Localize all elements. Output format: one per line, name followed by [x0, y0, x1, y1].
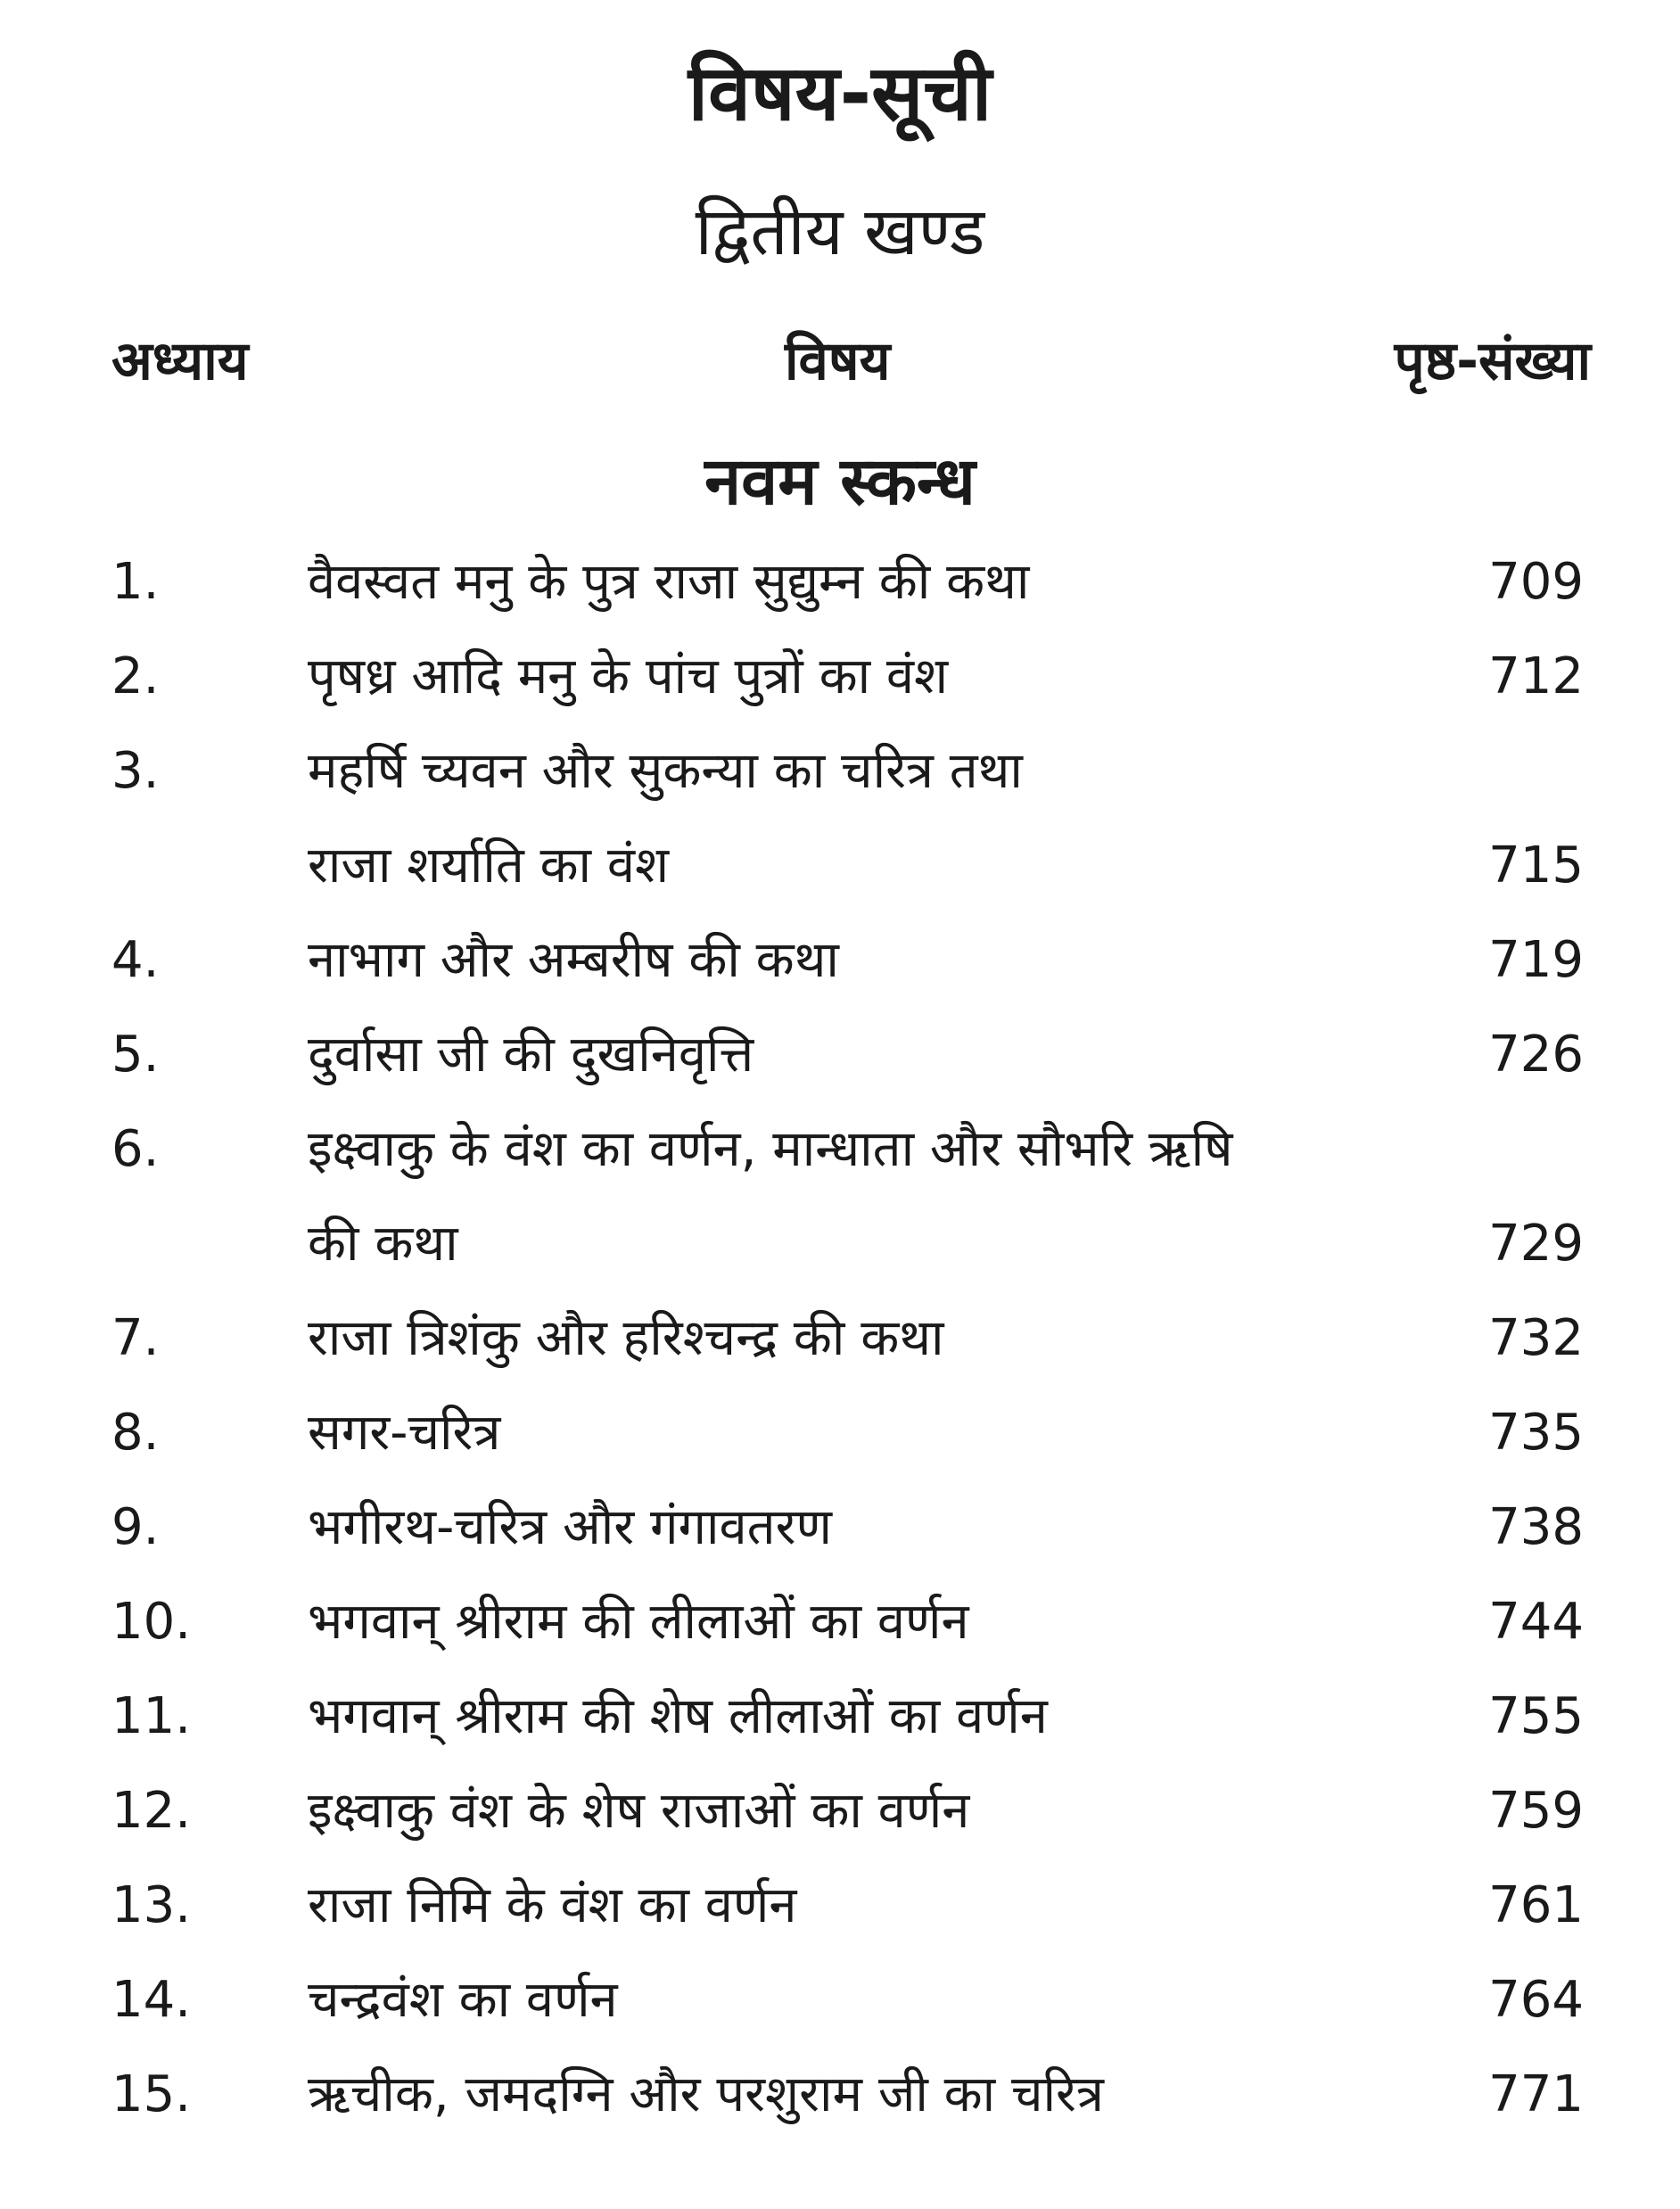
toc-row — [0, 1764, 1680, 1859]
page-number: 764 — [1488, 1971, 1584, 2029]
toc-row — [0, 1953, 1680, 2048]
page-title: विषय-सूची — [688, 49, 992, 138]
chapter-number: 14. — [111, 1971, 192, 2029]
page-number: 719 — [1488, 931, 1584, 989]
chapter-title: दुर्वासा जी की दुखनिवृत्ति — [308, 1026, 754, 1084]
toc-row — [0, 1669, 1680, 1764]
page-number: 712 — [1488, 647, 1584, 705]
toc-row — [0, 724, 1680, 819]
page-number: 759 — [1488, 1782, 1584, 1840]
chapter-number: 12. — [111, 1782, 192, 1840]
toc-row — [0, 630, 1680, 724]
toc-row-continuation — [0, 819, 1680, 913]
chapter-number: 4. — [111, 931, 160, 989]
chapter-number: 1. — [111, 553, 160, 611]
toc-row — [0, 913, 1680, 1008]
page-number: 715 — [1488, 837, 1584, 894]
column-header-page: पृष्ठ-संख्या — [1394, 330, 1591, 392]
toc-row — [0, 1291, 1680, 1386]
chapter-title: राजा निमि के वंश का वर्णन — [308, 1876, 797, 1934]
chapter-title: नाभाग और अम्बरीष की कथा — [308, 931, 839, 989]
chapter-title: भगवान् श्रीराम की शेष लीलाओं का वर्णन — [308, 1687, 1048, 1745]
chapter-number: 2. — [111, 647, 160, 705]
chapter-number: 7. — [111, 1309, 160, 1367]
page-number: 709 — [1488, 553, 1584, 611]
chapter-number: 8. — [111, 1404, 160, 1462]
page-number: 735 — [1488, 1404, 1584, 1462]
toc-row — [0, 1859, 1680, 1953]
page-number: 729 — [1488, 1215, 1584, 1273]
chapter-number: 9. — [111, 1498, 160, 1556]
toc-row — [0, 1386, 1680, 1480]
chapter-title: राजा शर्याति का वंश — [308, 837, 670, 894]
page-number: 732 — [1488, 1309, 1584, 1367]
chapter-title: सगर-चरित्र — [308, 1404, 501, 1462]
chapter-number: 5. — [111, 1026, 160, 1084]
toc-row — [0, 1575, 1680, 1669]
page-number: 738 — [1488, 1498, 1584, 1556]
chapter-title: इक्ष्वाकु वंश के शेष राजाओं का वर्णन — [308, 1782, 970, 1840]
toc-row — [0, 1102, 1680, 1197]
column-header-subject: विषय — [785, 330, 891, 392]
page-number: 761 — [1488, 1876, 1584, 1934]
chapter-title: महर्षि च्यवन और सुकन्या का चरित्र तथा — [308, 742, 1023, 800]
page-subtitle: द्वितीय खण्ड — [695, 194, 985, 270]
section-title: नवम स्कन्ध — [704, 443, 976, 520]
chapter-title: चन्द्रवंश का वर्णन — [308, 1971, 618, 2029]
toc-row — [0, 535, 1680, 630]
chapter-title: भगवान् श्रीराम की लीलाओं का वर्णन — [308, 1593, 969, 1651]
chapter-title: राजा त्रिशंकु और हरिश्चन्द्र की कथा — [308, 1309, 944, 1367]
page-number: 726 — [1488, 1026, 1584, 1084]
page-number: 755 — [1488, 1687, 1584, 1745]
toc-row — [0, 1480, 1680, 1575]
chapter-title: की कथा — [308, 1215, 458, 1273]
chapter-number: 10. — [111, 1593, 192, 1651]
chapter-title: भगीरथ-चरित्र और गंगावतरण — [308, 1498, 832, 1556]
chapter-number: 3. — [111, 742, 160, 800]
toc-row — [0, 1008, 1680, 1102]
chapter-number: 15. — [111, 2065, 192, 2123]
chapter-title: पृषध्र आदि मनु के पांच पुत्रों का वंश — [308, 647, 949, 705]
column-header-chapter: अध्याय — [111, 330, 249, 392]
chapter-number: 6. — [111, 1120, 160, 1178]
toc-row — [0, 2048, 1680, 2142]
toc-row-continuation — [0, 1197, 1680, 1291]
page-number: 771 — [1488, 2065, 1584, 2123]
page-number: 744 — [1488, 1593, 1584, 1651]
chapter-number: 11. — [111, 1687, 192, 1745]
toc-list — [0, 535, 1680, 2142]
chapter-title: ऋचीक, जमदग्नि और परशुराम जी का चरित्र — [308, 2065, 1104, 2123]
chapter-title: इक्ष्वाकु के वंश का वर्णन, मान्धाता और सौभरि ऋषि — [308, 1120, 1233, 1178]
chapter-title: वैवस्वत मनु के पुत्र राजा सुद्युम्न की कथा — [308, 553, 1030, 611]
chapter-number: 13. — [111, 1876, 192, 1934]
